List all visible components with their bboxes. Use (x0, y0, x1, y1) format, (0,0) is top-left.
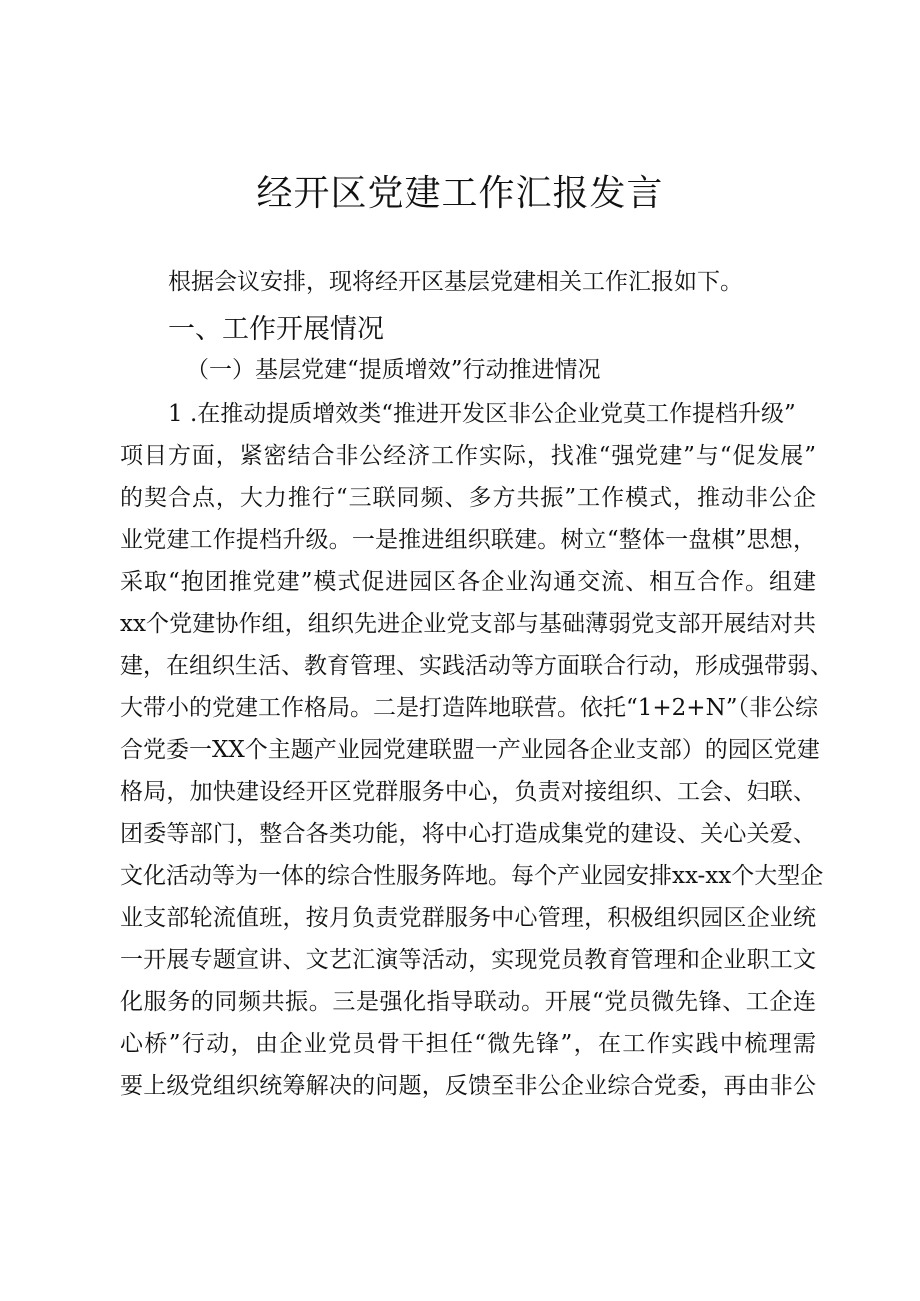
intro-paragraph: 根据会议安排，现将经开区基层党建相关工作汇报如下。 (168, 269, 743, 295)
paragraph-line: 格局，加快建设经开区党群服务中心，负责对接组织、工会、妇联、 (120, 779, 816, 805)
section-heading: 一、工作开展情况 (168, 314, 384, 345)
paragraph-line: 建，在组织生活、教育管理、实践活动等方面联合行动，形成强带弱、 (120, 653, 833, 679)
paragraph-line: 要上级党组织统筹解决的问题，反馈至非公企业综合党委，再由非公 (120, 1073, 816, 1099)
paragraph-line: 业支部轮流值班，按月负责党群服务中心管理，积极组织园区企业统 (120, 905, 816, 931)
paragraph-line: 心桥”行动，由企业党员骨干担任“微先锋”，在工作实践中梳理需 (120, 1031, 816, 1057)
paragraph-line: 大带小的党建工作格局。二是打造阵地联营。依托“1+2+N”（非公综 (120, 695, 818, 721)
paragraph-line: 的契合点，大力推行“三联同频、多方共振”工作模式，推动非公企 (120, 485, 816, 511)
paragraph-line: 采取“抱团推党建”模式促进园区各企业沟通交流、相互合作。组建 (120, 569, 816, 595)
subsection-heading: （一）基层党建“提质增效”行动推进情况 (186, 357, 601, 383)
document-title: 经开区党建工作汇报发言 (256, 173, 664, 214)
paragraph-line: xx个党建协作组，组织先进企业党支部与基础薄弱党支部开展结对共 (120, 611, 816, 637)
paragraph-line: 项目方面，紧密结合非公经济工作实际，找准“强党建”与“促发展” (120, 443, 816, 469)
paragraph-line: 团委等部门，整合各类功能，将中心打造成集党的建设、关心关爱、 (120, 821, 816, 847)
paragraph-line: 一开展专题宣讲、文艺汇演等活动，实现党员教育管理和企业职工文 (120, 947, 816, 973)
paragraph-line: 合党委一XX个主题产业园党建联盟一产业园各企业支部）的园区党建 (120, 737, 820, 763)
paragraph-line: 业党建工作提档升级。一是推进组织联建。树立“整体一盘棋”思想， (120, 527, 816, 553)
paragraph-line: 文化活动等为一体的综合性服务阵地。每个产业园安排xx-xx个大型企 (120, 863, 824, 889)
paragraph-line: 1 .在推动提质增效类“推进开发区非公企业党莫工作提档升级” (168, 401, 796, 427)
paragraph-line: 化服务的同频共振。三是强化指导联动。开展“党员微先锋、工企连 (120, 989, 816, 1015)
